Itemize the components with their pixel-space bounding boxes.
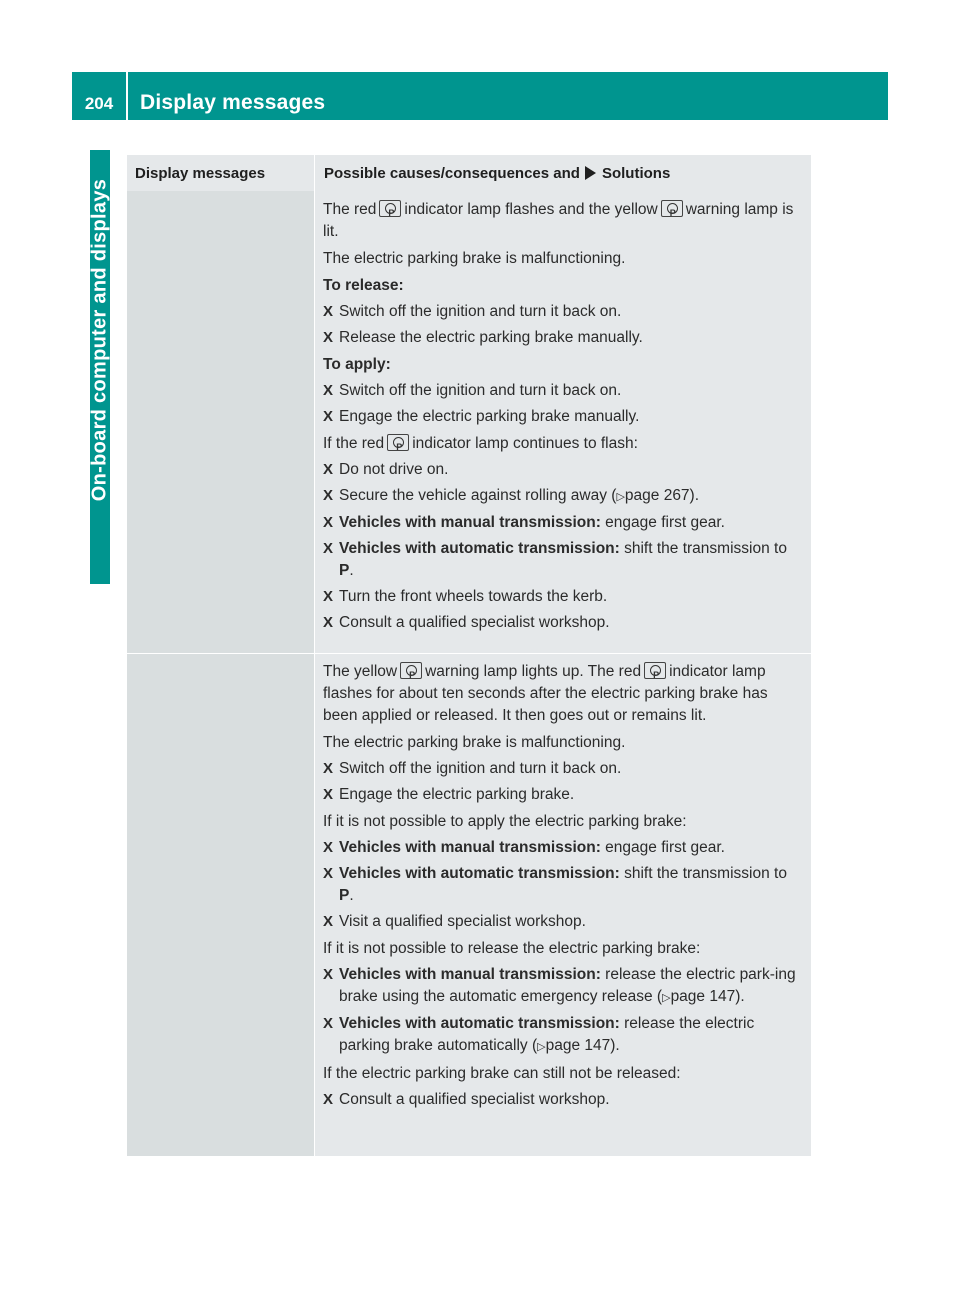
col-header-display-messages: Display messages	[135, 164, 266, 182]
release-heading: To release:	[323, 277, 404, 294]
page-ref-icon: ▷	[662, 992, 671, 1004]
paragraph: The electric parking brake is malfunctioning.	[323, 250, 626, 267]
parking-brake-warning-icon	[644, 662, 666, 679]
paragraph: If the electric parking brake can still not be released:	[323, 1065, 681, 1082]
table-row	[127, 191, 811, 653]
step-marker-icon: X	[323, 966, 334, 983]
step-marker-icon: X	[323, 913, 334, 930]
list-item: X Switch off the ignition and turn it back on.	[323, 380, 805, 402]
side-tab-title	[90, 150, 110, 530]
step-marker-icon: X	[323, 382, 334, 399]
step-marker-icon: X	[323, 1091, 334, 1108]
list-item: X Visit a qualified specialist workshop.	[323, 911, 805, 933]
paragraph: The electric parking brake is malfunctioning.	[323, 734, 626, 751]
col-header-solutions	[314, 155, 811, 191]
step-marker-icon: X	[323, 786, 334, 803]
list-item: X Turn the front wheels towards the kerb.	[323, 586, 805, 608]
step-marker-icon: X	[323, 865, 334, 882]
list-item: X Vehicles with manual transmission: engage first gear.	[323, 837, 805, 859]
side-tab-label: On-board computer and displays	[88, 178, 111, 502]
list-item: X Vehicles with automatic transmission: shift the transmission to P.	[323, 865, 787, 904]
step-marker-icon: X	[323, 487, 334, 504]
parking-brake-warning-icon	[661, 200, 683, 217]
page-title: Display messages	[140, 91, 326, 114]
display-message-cell	[127, 654, 314, 1156]
list-item: X Engage the electric parking brake.	[323, 784, 805, 806]
table-row	[127, 653, 811, 1156]
table-header	[127, 155, 811, 191]
paragraph: The yellowP warning lamp lights up. The redP indicator lamp flashes for about ten seconds after the electric parking brake has been applied or released. It then goes out or remains lit.	[323, 661, 805, 727]
paragraph: If it is not possible to release the electric parking brake:	[323, 940, 701, 957]
display-message-cell	[127, 191, 314, 653]
step-marker-icon: X	[323, 540, 334, 557]
parking-brake-warning-icon	[379, 200, 401, 217]
solution-cell	[314, 654, 811, 1156]
list-item: X Engage the electric parking brake manually.	[323, 406, 805, 428]
list-item: X Release the electric parking brake manually.	[323, 327, 805, 349]
step-marker-icon: X	[323, 760, 334, 777]
step-marker-icon: X	[323, 614, 334, 631]
list-item: X Vehicles with automatic transmission: release the electric parking brake automatically (▷page 147).	[323, 1015, 755, 1054]
list-item: X Switch off the ignition and turn it back on.	[323, 758, 805, 780]
page-number: 204	[84, 94, 114, 113]
paragraph: If the redP indicator lamp continues to flash:	[323, 433, 805, 455]
page-ref-icon: ▷	[537, 1041, 546, 1053]
list-item: X Vehicles with automatic transmission: shift the transmission to P.	[323, 540, 787, 579]
step-marker-icon: X	[323, 588, 334, 605]
step-marker-icon: X	[323, 408, 334, 425]
page-ref-link[interactable]: page 147).	[670, 988, 745, 1005]
paragraph: If it is not possible to apply the electric parking brake:	[323, 813, 687, 830]
step-marker-icon: X	[323, 461, 334, 478]
list-item: X Consult a qualified specialist workshop.	[323, 612, 805, 634]
step-marker-icon: X	[323, 1015, 334, 1032]
col-header-causes-label: Possible causes/consequences and	[324, 164, 580, 182]
paragraph: The redP indicator lamp flashes and the yellowP warning lamp is lit.	[323, 199, 805, 243]
step-marker-icon: X	[323, 303, 334, 320]
page-ref-link[interactable]: page 267).	[624, 487, 700, 504]
list-item: X Switch off the ignition and turn it back on.	[323, 301, 805, 323]
parking-brake-warning-icon	[387, 434, 409, 451]
list-item: X Consult a qualified specialist workshop.	[323, 1089, 805, 1111]
display-messages-table	[127, 155, 811, 1156]
list-item: X Vehicles with manual transmission: release the electric park-ing brake using the automatic emergency release (▷page 147).	[323, 966, 796, 1005]
list-item: X Do not drive on.	[323, 459, 805, 481]
page-ref-link[interactable]: page 147).	[545, 1037, 620, 1054]
apply-heading: To apply:	[323, 356, 391, 373]
solution-cell	[314, 191, 811, 653]
col-header-solutions-label: Solutions	[601, 164, 671, 182]
list-item: X Secure the vehicle against rolling away (▷page 267).	[323, 485, 805, 508]
list-item: X Vehicles with manual transmission: engage first gear.	[323, 512, 805, 534]
parking-brake-warning-icon	[400, 662, 422, 679]
page-ref-icon: ▷	[616, 491, 625, 503]
step-marker-icon: X	[323, 839, 334, 856]
solution-arrow-icon	[585, 166, 596, 180]
step-marker-icon: X	[323, 329, 334, 346]
header-divider	[126, 72, 128, 120]
step-marker-icon: X	[323, 514, 334, 531]
